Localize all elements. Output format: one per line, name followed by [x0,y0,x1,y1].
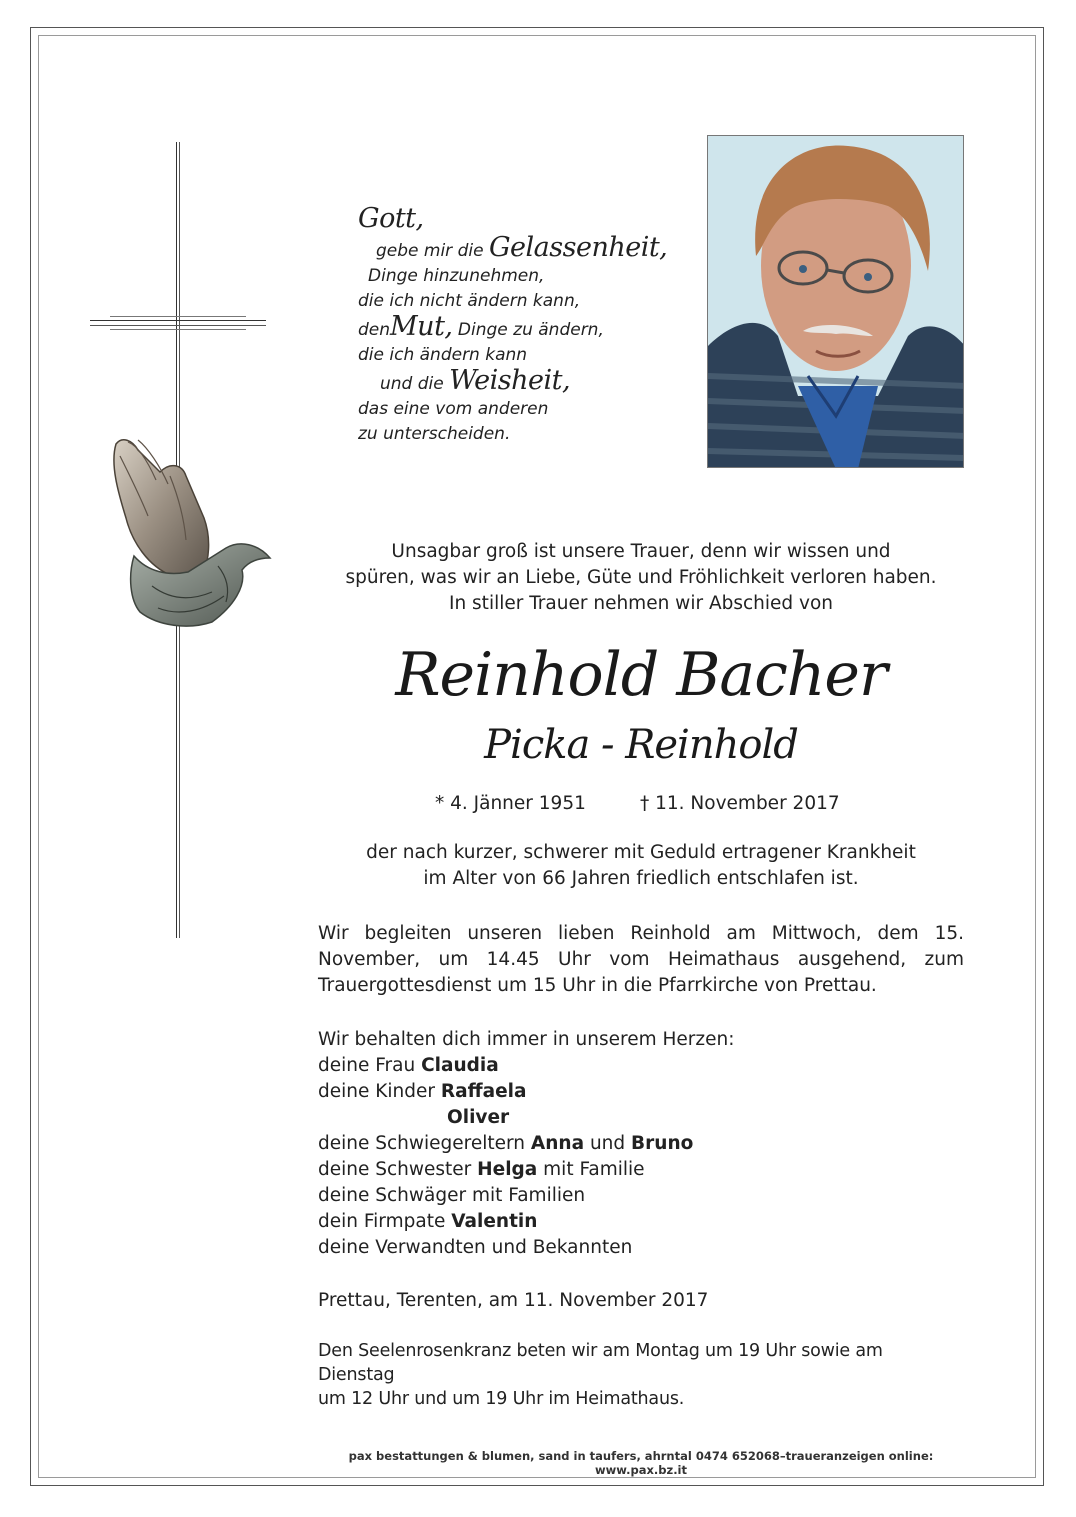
death-date: † 11. November 2017 [640,793,840,814]
family-row: deine Frau Claudia [318,1055,499,1076]
family-row: Oliver [447,1107,510,1128]
family-row: deine Verwandten und Bekannten [318,1237,633,1258]
poem-line: das eine vom anderen [358,399,549,419]
family-row: deine Schwiegereltern Anna und Bruno [318,1133,694,1154]
rosary-info [318,1339,964,1411]
intro-line: spüren, was wir an Liebe, Güte und Fröhlichkeit verloren haben. [345,567,937,588]
poem [358,203,678,447]
deceased-nickname: Picka - Reinhold [484,722,798,768]
family-heading: Wir behalten dich immer in unserem Herzen: [318,1029,735,1050]
rosary-line: um 12 Uhr und um 19 Uhr im Heimathaus. [318,1389,685,1409]
family-row: deine Kinder Raffaela [318,1081,527,1102]
funeral-info: Wir begleiten unseren lieben Reinhold am Mittwoch, dem 15. November, um 14.45 Uhr vom Heimathaus ausgehend, zum Trauergottesdienst um 15 Uhr in die Pfarrkirche von Prettau. [318,923,964,996]
deceased-name: Reinhold Bacher [395,640,887,710]
poem-line: Mut, [390,311,453,342]
poem-line: zu unterscheiden. [358,424,511,444]
family-list [318,1027,964,1261]
illness-text [318,840,964,892]
poem-line: Weisheit, [449,365,571,396]
intro-line: Unsagbar groß ist unsere Trauer, denn wir wissen und [391,541,891,562]
illness-line: der nach kurzer, schwerer mit Geduld ertragener Krankheit [366,842,916,863]
poem-line: gebe mir die [376,241,484,261]
intro-text [318,539,964,617]
rosary-line: Den Seelenrosenkranz beten wir am Montag um 19 Uhr sowie am Dienstag [318,1341,883,1385]
portrait-photo [707,135,964,468]
poem-line: Gelassenheit, [488,232,668,263]
poem-line: Dinge zu ändern, [457,320,604,340]
family-row: deine Schwäger mit Familien [318,1185,586,1206]
poem-line: Dinge hinzunehmen, [368,266,545,286]
family-row: deine Schwester Helga mit Familie [318,1159,645,1180]
birth-date: * 4. Jänner 1951 [435,793,586,814]
praying-hands-icon [108,436,274,632]
illness-line: im Alter von 66 Jahren friedlich entschlafen ist. [423,868,859,889]
poem-line: Gott, [358,203,424,234]
intro-line: In stiller Trauer nehmen wir Abschied von [448,593,834,614]
poem-line: den [358,320,391,340]
place-date: Prettau, Terenten, am 11. November 2017 [318,1290,709,1311]
poem-line: und die [380,374,444,394]
family-row: dein Firmpate Valentin [318,1211,538,1232]
footer-text: pax bestattungen & blumen, sand in taufers, ahrntal 0474 652068–traueranzeigen online: www.pax.bz.it [348,1449,934,1477]
poem-line: die ich ändern kann [358,345,528,365]
poem-line: die ich nicht ändern kann, [358,291,581,311]
